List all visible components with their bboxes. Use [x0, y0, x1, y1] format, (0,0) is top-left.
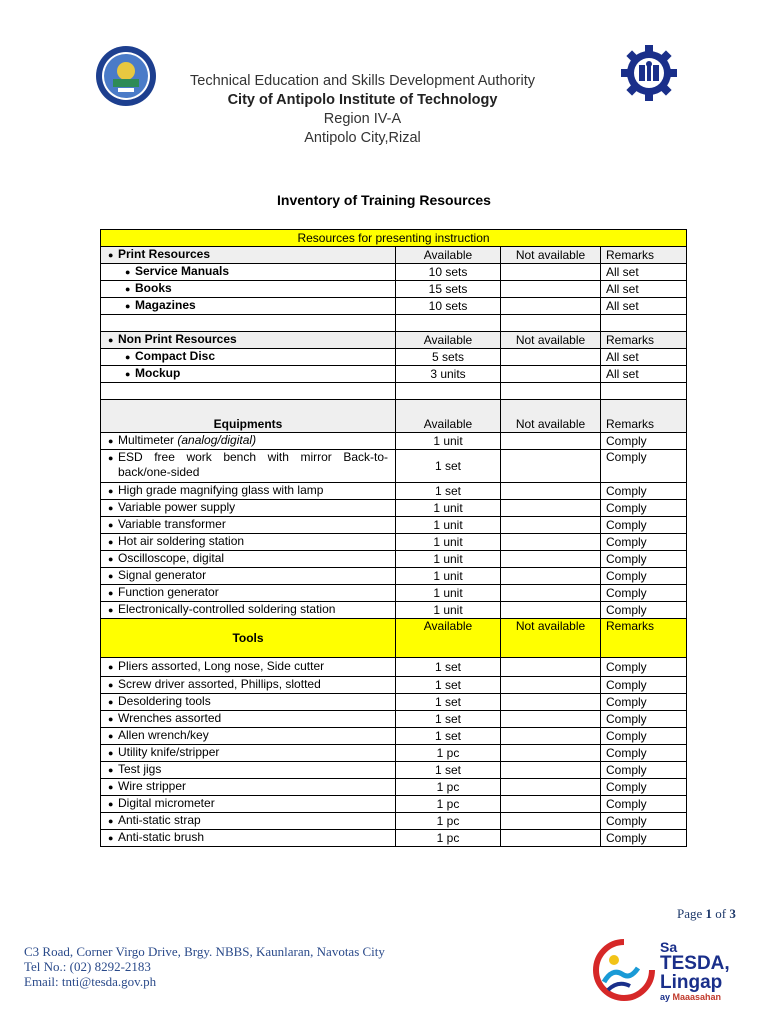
empty-cell — [396, 315, 501, 332]
bullet-dot-icon: ● — [108, 588, 114, 598]
tesda-gear-logo — [620, 44, 678, 102]
page-prefix: Page — [677, 906, 706, 921]
tool-name-text: Digital micrometer — [118, 796, 215, 810]
tools-label: Tools — [101, 619, 396, 658]
document-title: Inventory of Training Resources — [277, 192, 491, 208]
institution-header — [160, 72, 565, 148]
print-resources-text: Print Resources — [118, 247, 211, 261]
equipment-not-available — [501, 450, 601, 483]
equipment-remarks: Comply — [601, 433, 687, 450]
resource-name-text: Books — [135, 281, 172, 295]
tool-remarks: Comply — [601, 711, 687, 728]
bullet-dot-icon: ● — [108, 503, 114, 513]
tool-name-text: Anti-static strap — [118, 813, 201, 827]
resource-not-available — [501, 264, 601, 281]
bullet-dot-icon: ● — [108, 554, 114, 564]
lingap-logo-text — [660, 940, 730, 1002]
nonprint-resource-row — [101, 349, 687, 366]
bullet-dot-icon: ● — [125, 369, 131, 379]
equipment-name-text: Variable transformer — [118, 517, 226, 531]
tool-name-text: Wire stripper — [118, 779, 187, 793]
tool-name — [101, 658, 396, 677]
equipment-name — [101, 602, 396, 619]
resource-name — [101, 366, 396, 383]
logo-sa: Sa — [660, 939, 678, 955]
tool-remarks: Comply — [601, 694, 687, 711]
equipment-name-text: Signal generator — [118, 568, 207, 582]
col-remarks-header: Remarks — [601, 247, 687, 264]
inventory-table — [100, 229, 687, 847]
footer-tel: Tel No.: (02) 8292-2183 — [24, 959, 151, 974]
equipment-available: 1 set — [396, 483, 501, 500]
nonprint-resources-text: Non Print Resources — [118, 332, 237, 346]
equipment-row — [101, 433, 687, 450]
print-resource-row — [101, 281, 687, 298]
tool-name — [101, 711, 396, 728]
equipment-remarks: Comply — [601, 585, 687, 602]
tool-available: 1 pc — [396, 813, 501, 830]
equipment-available: 1 set — [396, 450, 501, 483]
equipment-not-available — [501, 500, 601, 517]
tool-name-text: Test jigs — [118, 762, 162, 776]
tool-name — [101, 728, 396, 745]
institute-name: City of Antipolo Institute of Technology — [227, 92, 498, 108]
empty-cell — [501, 383, 601, 400]
empty-cell — [101, 315, 396, 332]
tool-not-available — [501, 658, 601, 677]
tool-row — [101, 813, 687, 830]
print-resource-row — [101, 264, 687, 281]
equipment-available: 1 unit — [396, 602, 501, 619]
equipment-row — [101, 551, 687, 568]
col-available-header: Available — [396, 400, 501, 433]
page-total: 3 — [729, 906, 736, 921]
equipment-not-available — [501, 517, 601, 534]
tool-not-available — [501, 694, 601, 711]
tool-not-available — [501, 779, 601, 796]
resource-name-text: Compact Disc — [135, 349, 216, 363]
nonprint-resources-header-row — [101, 332, 687, 349]
resource-name-text: Service Manuals — [135, 264, 230, 278]
empty-row — [101, 383, 687, 400]
equipment-not-available — [501, 585, 601, 602]
col-not-available-header: Not available — [501, 619, 601, 658]
tool-remarks: Comply — [601, 677, 687, 694]
tool-available: 1 set — [396, 728, 501, 745]
equipment-not-available — [501, 602, 601, 619]
tool-name — [101, 779, 396, 796]
equipment-name — [101, 585, 396, 602]
tool-remarks: Comply — [601, 728, 687, 745]
bullet-dot-icon: ● — [108, 250, 114, 260]
tool-available: 1 pc — [396, 745, 501, 762]
bullet-dot-icon: ● — [108, 662, 114, 672]
equipment-remarks: Comply — [601, 568, 687, 585]
tool-available: 1 set — [396, 694, 501, 711]
nonprint-resource-row — [101, 366, 687, 383]
tool-name — [101, 677, 396, 694]
equipments-label: Equipments — [101, 400, 396, 433]
equipment-not-available — [501, 534, 601, 551]
agency-name: Technical Education and Skills Development Authority — [190, 73, 535, 89]
col-available-header: Available — [396, 619, 501, 658]
tool-name-text: Pliers assorted, Long nose, Side cutter — [118, 659, 325, 673]
section-banner-row — [101, 230, 687, 247]
bullet-dot-icon: ● — [108, 486, 114, 496]
tool-name-text: Wrenches assorted — [118, 711, 222, 725]
tool-remarks: Comply — [601, 658, 687, 677]
bullet-dot-icon: ● — [108, 537, 114, 547]
tool-name — [101, 762, 396, 779]
bullet-dot-icon: ● — [108, 335, 114, 345]
footer-address: C3 Road, Corner Virgo Drive, Brgy. NBBS, Kaunlaran, Navotas City — [24, 944, 385, 959]
equipment-name — [101, 551, 396, 568]
equipment-remarks: Comply — [601, 602, 687, 619]
equipment-name-text: High grade magnifying glass with lamp — [118, 483, 324, 497]
equipment-name — [101, 483, 396, 500]
col-remarks-header: Remarks — [601, 400, 687, 433]
tool-row — [101, 779, 687, 796]
tools-header-row — [101, 619, 687, 658]
equipment-row — [101, 450, 687, 483]
equipment-name-text: Multimeter — [118, 433, 178, 447]
empty-cell — [396, 383, 501, 400]
equipment-available: 1 unit — [396, 500, 501, 517]
equipment-not-available — [501, 551, 601, 568]
equipment-name-text: Oscilloscope, digital — [118, 551, 225, 565]
equipment-name — [101, 568, 396, 585]
tool-row — [101, 677, 687, 694]
tool-available: 1 pc — [396, 796, 501, 813]
print-resources-label — [101, 247, 396, 264]
tool-available: 1 set — [396, 658, 501, 677]
tool-name — [101, 830, 396, 847]
equipment-row — [101, 483, 687, 500]
resource-not-available — [501, 298, 601, 315]
resource-name — [101, 298, 396, 315]
logo-maaasahan: Maaasahan — [672, 992, 722, 1002]
equipment-remarks: Comply — [601, 534, 687, 551]
tool-remarks: Comply — [601, 762, 687, 779]
equipment-row — [101, 500, 687, 517]
tool-row — [101, 694, 687, 711]
resource-name — [101, 349, 396, 366]
tool-row — [101, 796, 687, 813]
tool-not-available — [501, 813, 601, 830]
footer-email: Email: tnti@tesda.gov.ph — [24, 974, 157, 989]
col-not-available-header: Not available — [501, 332, 601, 349]
footer-contact — [24, 944, 385, 989]
equipment-name-text: Function generator — [118, 585, 219, 599]
page-mid: of — [712, 906, 730, 921]
location: Antipolo City,Rizal — [304, 130, 421, 146]
resource-not-available — [501, 281, 601, 298]
equipment-name — [101, 433, 396, 450]
tool-available: 1 pc — [396, 779, 501, 796]
equipment-available: 1 unit — [396, 534, 501, 551]
tool-row — [101, 830, 687, 847]
tool-not-available — [501, 677, 601, 694]
tool-name — [101, 694, 396, 711]
resource-remarks: All set — [601, 281, 687, 298]
tool-row — [101, 728, 687, 745]
equipment-name-text: ESD free work bench with mirror Back-to-back/one-sided — [118, 450, 388, 479]
equipment-available: 1 unit — [396, 433, 501, 450]
tool-name-text: Utility knife/stripper — [118, 745, 220, 759]
equipments-header-row — [101, 400, 687, 433]
equipment-row — [101, 534, 687, 551]
tool-remarks: Comply — [601, 830, 687, 847]
page-number — [677, 906, 736, 922]
tool-remarks: Comply — [601, 796, 687, 813]
bullet-dot-icon: ● — [108, 453, 114, 463]
tool-not-available — [501, 711, 601, 728]
tool-row — [101, 745, 687, 762]
tool-available: 1 pc — [396, 830, 501, 847]
bullet-dot-icon: ● — [125, 284, 131, 294]
resource-name-text: Mockup — [135, 366, 181, 380]
empty-cell — [101, 383, 396, 400]
col-not-available-header: Not available — [501, 247, 601, 264]
nonprint-resources-label — [101, 332, 396, 349]
resource-remarks: All set — [601, 264, 687, 281]
bullet-dot-icon: ● — [108, 520, 114, 530]
col-available-header: Available — [396, 247, 501, 264]
region: Region IV-A — [323, 111, 402, 127]
bullet-dot-icon: ● — [108, 714, 114, 724]
bullet-dot-icon: ● — [108, 571, 114, 581]
bullet-dot-icon: ● — [125, 352, 131, 362]
resource-remarks: All set — [601, 298, 687, 315]
bullet-dot-icon: ● — [108, 605, 114, 615]
equipment-remarks: Comply — [601, 450, 687, 483]
resource-available: 5 sets — [396, 349, 501, 366]
equipment-name — [101, 450, 396, 483]
equipment-not-available — [501, 433, 601, 450]
bullet-dot-icon: ● — [108, 731, 114, 741]
equipment-row — [101, 585, 687, 602]
tool-row — [101, 762, 687, 779]
tool-name — [101, 745, 396, 762]
empty-cell — [501, 315, 601, 332]
antipolo-institute-seal-logo — [95, 45, 157, 107]
tool-name — [101, 796, 396, 813]
print-resource-row — [101, 298, 687, 315]
empty-cell — [601, 315, 687, 332]
logo-tesda: TESDA, — [660, 953, 730, 974]
equipment-remarks: Comply — [601, 500, 687, 517]
resource-available: 3 units — [396, 366, 501, 383]
tool-remarks: Comply — [601, 813, 687, 830]
equipment-row — [101, 517, 687, 534]
equipment-name-text: Hot air soldering station — [118, 534, 245, 548]
resource-name-text: Magazines — [135, 298, 196, 312]
tool-name-text: Desoldering tools — [118, 694, 211, 708]
bullet-dot-icon: ● — [108, 782, 114, 792]
tool-not-available — [501, 796, 601, 813]
resource-remarks: All set — [601, 349, 687, 366]
equipment-row — [101, 568, 687, 585]
resource-not-available — [501, 366, 601, 383]
equipment-name — [101, 500, 396, 517]
equipment-not-available — [501, 483, 601, 500]
bullet-dot-icon: ● — [108, 765, 114, 775]
logo-tagline — [660, 992, 730, 1002]
print-resources-header-row — [101, 247, 687, 264]
tool-not-available — [501, 728, 601, 745]
tool-row — [101, 658, 687, 677]
col-available-header: Available — [396, 332, 501, 349]
bullet-dot-icon: ● — [108, 436, 114, 446]
logo-ay: ay — [660, 992, 671, 1002]
bullet-dot-icon: ● — [108, 697, 114, 707]
bullet-dot-icon: ● — [108, 816, 114, 826]
resource-name — [101, 281, 396, 298]
resource-name — [101, 264, 396, 281]
equipment-available: 1 unit — [396, 585, 501, 602]
col-not-available-header: Not available — [501, 400, 601, 433]
equipment-remarks: Comply — [601, 483, 687, 500]
equipment-available: 1 unit — [396, 551, 501, 568]
resource-remarks: All set — [601, 366, 687, 383]
equipment-name-text: Variable power supply — [118, 500, 236, 514]
resource-available: 10 sets — [396, 264, 501, 281]
tool-name-text: Screw driver assorted, Phillips, slotted — [118, 677, 321, 691]
empty-row — [101, 315, 687, 332]
equipment-name — [101, 534, 396, 551]
bullet-dot-icon: ● — [108, 680, 114, 690]
resource-available: 15 sets — [396, 281, 501, 298]
equipment-name — [101, 517, 396, 534]
tool-available: 1 set — [396, 677, 501, 694]
tool-remarks: Comply — [601, 745, 687, 762]
tool-not-available — [501, 745, 601, 762]
bullet-dot-icon: ● — [125, 267, 131, 277]
tool-name-text: Allen wrench/key — [118, 728, 209, 742]
bullet-dot-icon: ● — [108, 748, 114, 758]
equipment-available: 1 unit — [396, 568, 501, 585]
equipment-remarks: Comply — [601, 517, 687, 534]
resource-not-available — [501, 349, 601, 366]
section-banner: Resources for presenting instruction — [101, 230, 687, 247]
equipment-not-available — [501, 568, 601, 585]
equipment-name-text: Electronically-controlled soldering station — [118, 602, 336, 616]
bullet-dot-icon: ● — [108, 799, 114, 809]
empty-cell — [601, 383, 687, 400]
bullet-dot-icon: ● — [125, 301, 131, 311]
tool-not-available — [501, 830, 601, 847]
tool-not-available — [501, 762, 601, 779]
equipment-row — [101, 602, 687, 619]
equipment-remarks: Comply — [601, 551, 687, 568]
bullet-dot-icon: ● — [108, 833, 114, 843]
tool-row — [101, 711, 687, 728]
equipment-available: 1 unit — [396, 517, 501, 534]
tool-remarks: Comply — [601, 779, 687, 796]
tool-available: 1 set — [396, 762, 501, 779]
resource-available: 10 sets — [396, 298, 501, 315]
col-remarks-header: Remarks — [601, 332, 687, 349]
col-remarks-header: Remarks — [601, 619, 687, 658]
tool-available: 1 set — [396, 711, 501, 728]
tool-name-text: Anti-static brush — [118, 830, 205, 844]
page-current: 1 — [705, 906, 713, 921]
equipment-name-italic: (analog/digital) — [177, 433, 257, 447]
tool-name — [101, 813, 396, 830]
logo-lingap: Lingap — [660, 972, 723, 993]
